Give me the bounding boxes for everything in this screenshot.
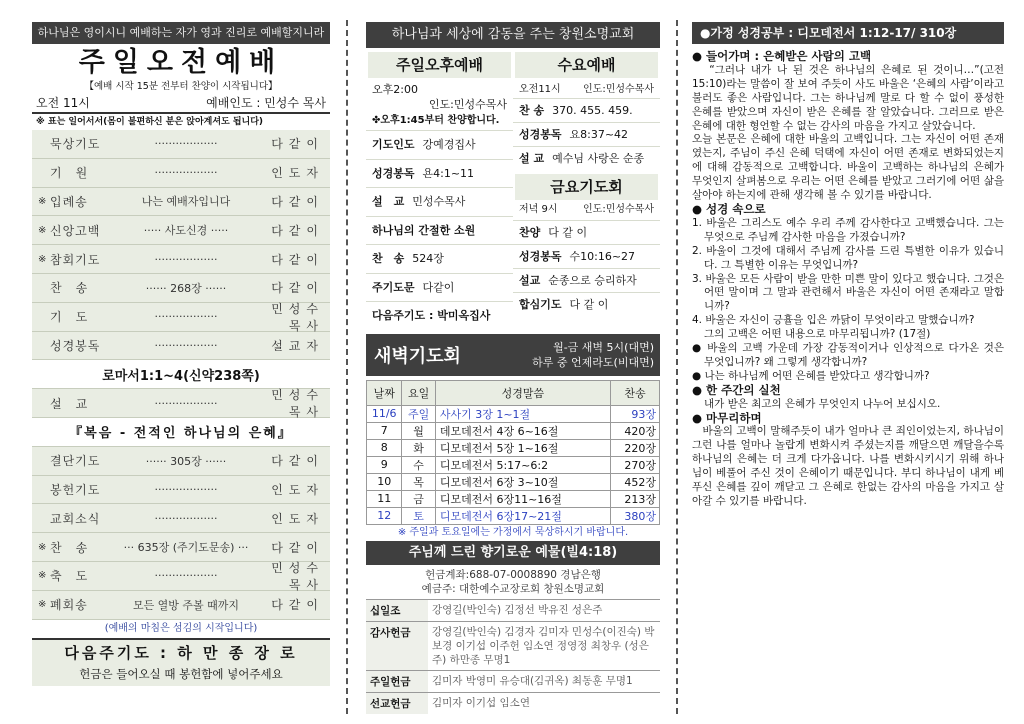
service-item-value: 다 같 이 <box>548 226 588 239</box>
offering-list <box>366 599 660 714</box>
order-person: 인도자 <box>271 166 324 181</box>
order-detail: 나는 예배자입니다 <box>141 195 231 209</box>
order-label: 결단기도 <box>50 454 101 469</box>
order-label: 찬 송 <box>50 281 89 296</box>
service-item-key: 다음주기도 : 박미옥집사 <box>372 309 491 322</box>
order-label: 신앙고백 <box>50 223 101 238</box>
order-detail: ·················· <box>154 252 218 266</box>
start-note: 【예배 시작 15분 전부터 찬양이 시작됩니다】 <box>84 81 278 92</box>
study-paragraph: 그의 고백은 어떤 내용으로 마무리됩니까? (17절) <box>704 328 931 341</box>
dawn-time-2: 하루 중 언제라도(비대면) <box>532 355 654 369</box>
order-detail: ·················· <box>154 166 218 180</box>
service-item-key: 기도인도 <box>372 138 415 151</box>
column-divider <box>346 20 348 714</box>
order-detail: ····· 사도신경 ····· <box>143 224 229 238</box>
schedule-passage: 사사기 3장 1~1절 <box>435 405 610 422</box>
schedule-date: 9 <box>367 456 402 473</box>
schedule-note: ※ 주일과 토요일에는 가정에서 묵상하시기 바랍니다. <box>397 526 629 538</box>
service-item-key: 찬 송 <box>372 252 405 265</box>
schedule-day: 금 <box>402 490 435 507</box>
schedule-passage: 데모데전서 4장 6~16절 <box>435 422 610 439</box>
order-list <box>32 447 330 620</box>
friday-info <box>513 200 660 220</box>
study-paragraph: 오늘 본문은 은혜에 대한 바울의 고백입니다. 그는 자신이 어떤 존재였는지, 주님이 주신 은혜 덕택에 자신이 어떤 존재로 변화되었는지에 대해 감동적으로 고백합니다. 바울이 고백하는 하나님의 은혜가 무엇인지 살펴봄으로 우리는 어떤 은혜를 받았고 그러기에 어떤 삶을 살아야 하는지에 관해 생각해 볼 수 있기를 바랍니다. <box>692 133 1004 202</box>
order-row <box>32 476 330 505</box>
dawn-title: 새벽기도회 <box>374 345 461 367</box>
order-label: 교회소식 <box>50 511 101 526</box>
order-person: 다같이 <box>271 598 324 613</box>
order-list <box>32 130 330 360</box>
offering-row <box>366 670 660 692</box>
top-banner: ●가정 성경공부 : 디모데전서 1:12-17/ 310장 <box>692 22 1004 44</box>
order-person: 민성수목사 <box>271 388 324 420</box>
order-label: 설 교 <box>50 396 89 411</box>
order-row <box>32 303 330 332</box>
order-person: 인도자 <box>271 511 324 526</box>
schedule-hymn: 452장 <box>610 473 659 490</box>
table-row <box>367 456 660 473</box>
order-detail: ······ 268장 ······ <box>145 281 227 295</box>
sermon-title: 『복음 - 전적인 하나님의 은혜』 <box>32 418 330 447</box>
service-item <box>366 301 513 330</box>
offering-type: 감사헌금 <box>366 622 428 670</box>
order-label: 축 도 <box>50 569 89 584</box>
schedule-hymn: 380장 <box>610 507 659 524</box>
order-row <box>32 159 330 188</box>
friday-leader: 인도:민성수목사 <box>583 204 654 215</box>
order-label: 기 도 <box>50 310 89 325</box>
service-item-value: 370. 455. 459. <box>552 104 633 117</box>
schedule-date: 10 <box>367 473 402 490</box>
section-heading: ● 들어가며 : 은혜받은 사람의 고백 <box>692 49 872 63</box>
bible-study-column <box>692 22 1004 712</box>
order-row <box>32 389 330 418</box>
schedule-passage: 디모데전서 6장 3~10절 <box>435 473 610 490</box>
order-person: 다같이 <box>271 194 324 209</box>
afternoon-service <box>366 52 513 330</box>
afternoon-time: 오후2:00 <box>372 83 418 96</box>
order-person: 다같이 <box>271 137 324 152</box>
friday-title: 금요기도회 <box>515 174 658 200</box>
section-heading: ● 마무리하며 <box>692 410 762 425</box>
friday-time: 저녁 9시 <box>519 204 558 215</box>
order-label: 성경봉독 <box>50 338 101 353</box>
schedule-day: 월 <box>402 422 435 439</box>
schedule-date: 11/6 <box>367 405 402 422</box>
order-row <box>32 274 330 303</box>
service-item-value: 수10:16~27 <box>569 250 636 263</box>
order-mark: ※ <box>38 224 47 236</box>
offering-names: 김미자 이기섭 임소연 <box>432 696 530 709</box>
order-row <box>32 562 330 591</box>
offering-holder: 예금주: 대한예수교장로회 창원소명교회 <box>421 582 605 595</box>
order-label: 기 원 <box>50 166 89 181</box>
table-row <box>367 405 660 422</box>
service-item-key: 찬양 <box>519 226 541 239</box>
schedule-date: 12 <box>367 507 402 524</box>
order-detail: ·················· <box>154 338 218 352</box>
order-person: 인도자 <box>271 482 324 497</box>
offering-type: 선교헌금 <box>366 693 428 714</box>
table-header <box>367 380 660 405</box>
friday-items <box>513 220 660 316</box>
order-row <box>32 591 330 620</box>
service-item-value: 민성수목사 <box>412 195 466 208</box>
service-item <box>513 244 660 268</box>
table-header-cell: 날짜 <box>367 380 402 405</box>
order-detail: ··· 635장 (주기도문송) ··· <box>123 541 249 555</box>
order-detail: ·················· <box>154 511 218 525</box>
dawn-prayer-header <box>366 334 660 376</box>
service-item-value: 강예경집사 <box>422 138 476 151</box>
table-header-cell: 찬송 <box>610 380 659 405</box>
service-leader: 예배인도 : 민성수 목사 <box>206 96 326 110</box>
schedule-hymn: 93장 <box>610 405 659 422</box>
service-item <box>513 122 660 146</box>
afternoon-leader: 인도:민성수목사 <box>428 98 507 111</box>
column-divider <box>676 20 678 714</box>
schedule-day: 목 <box>402 473 435 490</box>
service-item-value: 다 같 이 <box>569 298 609 311</box>
table-row <box>367 507 660 524</box>
order-detail: ·················· <box>154 310 218 324</box>
order-detail: 모든 열방 주볼 때까지 <box>132 598 240 612</box>
order-row <box>32 332 330 361</box>
schedule-date: 8 <box>367 439 402 456</box>
wednesday-info <box>513 82 660 98</box>
order-mark: ※ <box>38 541 47 553</box>
offering-note: 헌금은 들어오실 때 봉헌함에 넣어주세요 <box>32 663 330 686</box>
service-item <box>513 292 660 316</box>
order-row <box>32 533 330 562</box>
order-person: 다같이 <box>271 252 324 267</box>
service-info <box>32 94 330 114</box>
order-row <box>32 216 330 245</box>
study-paragraph: 내가 받은 최고의 은혜가 무엇인지 나누어 보십시오. <box>704 397 941 410</box>
service-item-value: 524장 <box>412 252 444 265</box>
study-paragraph: ● 나는 하나님께 어떤 은혜를 받았다고 생각합니까? <box>692 369 930 382</box>
offering-title: 주님께 드린 향기로운 예물(빌4:18) <box>366 541 660 565</box>
order-row <box>32 188 330 217</box>
schedule-date: 7 <box>367 422 402 439</box>
offering-account-info <box>366 565 660 599</box>
wednesday-time: 오전11시 <box>519 84 561 95</box>
order-mark: ※ <box>38 195 47 207</box>
service-item-value: 다같이 <box>422 280 455 294</box>
order-person: 민성수목사 <box>271 560 324 592</box>
afternoon-items <box>366 130 513 330</box>
offering-type: 주일헌금 <box>366 671 428 692</box>
weekly-services-column <box>366 22 660 712</box>
service-item-value: 예수님 사랑은 순종 <box>552 152 645 165</box>
wednesday-items <box>513 98 660 170</box>
wednesday-leader: 인도:민성수목사 <box>583 84 654 95</box>
study-paragraph: 2. 바울이 그것에 대해서 주님께 감사를 드린 특별한 이유가 있습니다. 그 특별한 이유는 무엇입니까? <box>692 244 1004 271</box>
schedule-passage: 디모데전서 6장11~16절 <box>435 490 610 507</box>
order-detail: ·················· <box>154 137 218 151</box>
schedule-passage: 디모데전서 5장 1~16절 <box>435 439 610 456</box>
table-row <box>367 490 660 507</box>
order-list <box>32 389 330 418</box>
order-mark: ※ <box>38 253 47 265</box>
service-item <box>513 98 660 122</box>
study-paragraph: 3. 바울은 모든 사람이 받을 만한 미쁜 말이 있다고 했습니다. 그것은 어떤 말이며 그 말과 관련해서 바울은 자신이 어떤 존재라고 말합니까? <box>692 272 1004 313</box>
order-person: 설교자 <box>271 338 324 353</box>
next-prayer-leader: 다음주기도 : 하 만 종 장 로 <box>32 638 330 663</box>
order-person: 다같이 <box>271 281 324 296</box>
order-label: 묵상기도 <box>50 137 101 152</box>
order-label: 폐회송 <box>50 598 88 613</box>
service-item-value: 욘4:1~11 <box>422 166 475 180</box>
offering-row <box>366 692 660 714</box>
service-item <box>366 273 513 302</box>
services-grid <box>366 52 660 330</box>
service-item <box>366 159 513 188</box>
order-person: 다같이 <box>271 454 324 469</box>
schedule-day: 주일 <box>402 405 435 422</box>
schedule-hymn: 220장 <box>610 439 659 456</box>
section-heading: ● 한 주간의 실천 <box>692 382 781 397</box>
order-detail: ·················· <box>154 482 218 496</box>
service-item <box>513 146 660 170</box>
order-row <box>32 447 330 476</box>
service-item-key: 성경봉독 <box>519 250 562 263</box>
order-person: 다같이 <box>271 540 324 555</box>
study-body <box>692 50 1004 509</box>
wednesday-title: 수요예배 <box>515 52 658 78</box>
order-row <box>32 245 330 274</box>
schedule-passage: 디모데전서 6장17~21절 <box>435 507 610 524</box>
order-label: 입례송 <box>50 194 88 209</box>
morning-service-column <box>32 22 330 712</box>
order-label: 참회기도 <box>50 252 101 267</box>
service-item-key: 찬 송 <box>519 104 545 117</box>
schedule-day: 토 <box>402 507 435 524</box>
wednesday-service <box>513 52 660 330</box>
table-row <box>367 422 660 439</box>
order-mark: ※ <box>38 599 47 611</box>
order-person: 다같이 <box>271 223 324 238</box>
schedule-passage: 디모데전서 5:17~6:2 <box>435 456 610 473</box>
service-item-key: 하나님의 간절한 소원 <box>372 223 476 237</box>
order-person: 민성수목사 <box>271 301 324 333</box>
offering-row <box>366 621 660 670</box>
service-item-value: 요8:37~42 <box>569 128 629 141</box>
top-banner: 하나님은 영이시니 예배하는 자가 영과 진리로 예배할지니라 <box>32 22 330 44</box>
schedule-hymn: 420장 <box>610 422 659 439</box>
page-title: 주일오전예배 <box>78 47 284 78</box>
service-item <box>366 187 513 216</box>
table-header-cell: 성경말씀 <box>435 380 610 405</box>
order-detail: ······ 305장 ······ <box>145 454 227 468</box>
study-paragraph: 바울의 고백이 말해주듯이 내가 얼마나 큰 죄인이었는지, 하나님이 그런 나를 얼마나 놀랍게 변화시켜 주셨는지를 깨달으면 깨달을수록 하나님의 은혜는 더 크게 다가옵니다. 나를 변화시키시기 위해 하나님이 베풀어 주신 것이 은혜이기 때문입니다. 부디 하나님이 내게 베푸신 은혜를 깊이 깨닫고 그 은혜로 한없는 감사의 마음을 가지고 살아갈 수 있기를 바랍니다. <box>692 425 1004 507</box>
service-item-key: 설 교 <box>372 195 405 208</box>
dawn-time-1: 월-금 새벽 5시(대면) <box>553 340 654 354</box>
table-row <box>367 439 660 456</box>
service-item-key: 설 교 <box>519 152 545 165</box>
service-item-key: 합심기도 <box>519 298 562 311</box>
order-label: 찬 송 <box>50 540 89 555</box>
study-paragraph: “그러나 내가 나 된 것은 하나님의 은혜로 된 것이니…”(고전 15:10)라는 말씀이 잘 보여 주듯이 사도 바울은 ‘은혜의 사람’이라고 불러도 좋은 사람입니다. 그는 하나님께 말로 다 할 수 없이 풍성한 은혜를 받았으며 자신이 받은 은혜를 잘 알았습니다. 그러므로 받은 은혜에 대한 형언할 수 없는 감사의 마음을 가지고 살았습니다. <box>692 63 1004 132</box>
service-item-key: 성경봉독 <box>372 166 415 180</box>
schedule-day: 수 <box>402 456 435 473</box>
service-item-key: 성경봉독 <box>519 128 562 141</box>
offering-account: 헌금계좌:688-07-0008890 경남은행 <box>425 568 601 581</box>
table-row <box>367 473 660 490</box>
order-row <box>32 130 330 159</box>
offering-names: 김미자 박영미 유승대(김귀옥) 최동훈 무명1 <box>432 674 633 687</box>
service-item <box>513 268 660 292</box>
service-item <box>366 216 513 245</box>
top-banner: 하나님과 세상에 감동을 주는 창원소명교회 <box>366 22 660 48</box>
reading-schedule-table <box>366 380 660 525</box>
table-header-cell: 요일 <box>402 380 435 405</box>
service-time: 오전 11시 <box>36 96 90 110</box>
study-paragraph: ● 바울의 고백 가운데 가장 감동적이거나 인상적으로 다가온 것은 무엇입니까? 왜 그렇게 생각합니까? <box>692 342 1004 368</box>
service-item-value: 순종으로 승리하자 <box>548 274 637 287</box>
standing-note: ※ 표는 일어서서(몸이 불편하신 분은 앉아계셔도 됩니다) <box>36 117 264 127</box>
offering-names: 강영길(박인숙) 김경자 김미자 민성수(이진숙) 박보경 이기섭 이주헌 임소연 정영정 최창우 (성은주) 하만종 무명1 <box>432 625 655 666</box>
order-detail: ·················· <box>154 569 218 583</box>
schedule-date: 11 <box>367 490 402 507</box>
service-item <box>366 130 513 159</box>
afternoon-title: 주일오후예배 <box>368 52 511 78</box>
order-label: 봉헌기도 <box>50 482 101 497</box>
schedule-hymn: 213장 <box>610 490 659 507</box>
order-row <box>32 504 330 533</box>
schedule-hymn: 270장 <box>610 456 659 473</box>
service-item-key: 주기도문 <box>372 280 415 294</box>
section-heading: ● 성경 속으로 <box>692 201 766 216</box>
closing-note: (예배의 마침은 섬김의 시작입니다) <box>104 622 258 634</box>
afternoon-praise-note: ✤오후1:45부터 찬양합니다. <box>372 115 500 126</box>
offering-names: 강영길(박인숙) 김정선 박유진 성은주 <box>432 603 603 616</box>
order-mark: ※ <box>38 570 47 582</box>
service-item <box>366 244 513 273</box>
service-item <box>513 220 660 244</box>
study-paragraph: 1. 바울은 그리스도 예수 우리 주께 감사한다고 고백했습니다. 그는 무엇으로 주님께 감사한 마음을 가졌습니까? <box>692 216 1004 243</box>
study-paragraph: 4. 바울은 자신이 긍휼을 입은 까닭이 무엇이라고 말했습니까? <box>692 314 975 327</box>
order-detail: ·················· <box>154 396 218 410</box>
offering-row <box>366 599 660 621</box>
dawn-times <box>484 340 660 370</box>
offering-type: 십일조 <box>366 600 428 621</box>
service-item-key: 설교 <box>519 274 541 287</box>
schedule-day: 화 <box>402 439 435 456</box>
scripture-reference: 로마서1:1~4(신약238쪽) <box>32 360 330 389</box>
